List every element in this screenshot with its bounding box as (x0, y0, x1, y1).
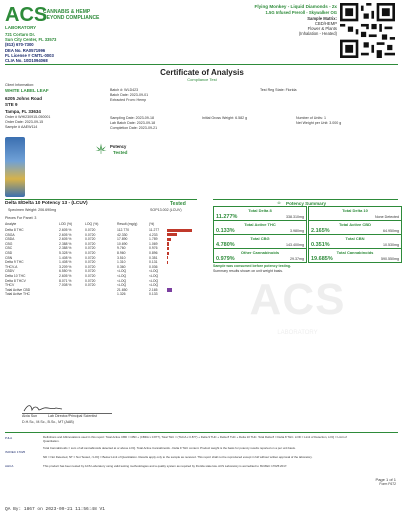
cell-mg: 112.770 (117, 228, 130, 232)
cell-analyte: Total Active CBD (5, 287, 31, 292)
summary-box (213, 206, 307, 221)
pieces-for-panel: Pieces For Panel: 3 (5, 216, 37, 220)
lab-address-1: 721 Cortaro Dr. (5, 32, 36, 37)
cell-analyte: CBC (5, 246, 13, 251)
cell-mg: <LOQ (117, 269, 127, 274)
summary-label: Total Cannabinoids (336, 250, 374, 255)
potency-label: Potency (110, 144, 127, 149)
cell-analyte: CBDA (5, 237, 15, 242)
specimen-weight: Specimen Weight: 206.690mg (8, 208, 57, 212)
summary-box (308, 248, 402, 263)
product-type: Flower & Plants (307, 26, 337, 31)
lab-batch-date: Lab Batch Date: 2023-09-18 (110, 121, 156, 125)
lab-tagline-1: CANNABIS & HEMP (43, 9, 91, 15)
form-number: Form F672 (379, 482, 396, 486)
cell-analyte: THCV-A (5, 264, 18, 269)
summary-box (308, 234, 402, 249)
footer-definitions-3: ND = Not Detected, NT = Not Tested, <LOQ = Below Limit of Quantitation. Results apply only to the sample as received. This report shall not be reproduced except in full without written approval of the laboratory. (43, 455, 313, 459)
cell-pct: 0.351 (149, 255, 158, 260)
cell-lod: 2.605 % (59, 237, 72, 242)
summary-sm: 10.530mg (383, 243, 399, 247)
watermark-logo: ACS (249, 275, 346, 324)
cell-pct: 0.896 (149, 251, 158, 255)
qa-stamp: QA By: 1867 on 2023-09-21 11:56:48 V1 (5, 507, 105, 512)
cell-analyte: CBN (5, 255, 13, 260)
summary-label: Other Cannabinoids (240, 250, 280, 255)
cell-lod: 1.408 % (59, 255, 72, 260)
cell-mg: 9.760 (117, 246, 126, 251)
summary-label: Total CBG (250, 236, 270, 241)
cell-loq: 0.0720 (85, 237, 96, 242)
cell-loq: 0.0720 (85, 278, 96, 283)
cell-analyte: Total Active THC (5, 292, 30, 297)
cell-pct: <LOQ (149, 278, 159, 283)
number-of-units: Number of Units: 1 (296, 116, 326, 120)
product-line-2: 1.5G Infused Preroll - Skywalker OG (265, 10, 337, 15)
product-photo (5, 137, 25, 197)
potency-section-divider (5, 199, 197, 200)
cell-lod: 2.605 % (59, 274, 72, 278)
batch-date: Batch Date: 2023-09-01 (110, 93, 149, 97)
col-analyte: Analyte (5, 222, 17, 226)
summary-sm: 64.950mg (383, 229, 399, 233)
cell-mg: 1.326 (117, 292, 126, 297)
cell-lod: 2.388 % (59, 241, 72, 246)
footer-divider (5, 432, 398, 433)
cell-analyte: CBGA (5, 232, 15, 237)
cannabis-leaf-icon (94, 142, 108, 156)
batch-number: Batch #: WLD423 (110, 88, 139, 92)
cell-lod: 2.388 % (59, 246, 72, 251)
cell-mg: <LOQ (117, 283, 127, 288)
cell-lod: 1.408 % (59, 260, 72, 265)
cell-pct: 2.165 (149, 287, 158, 292)
product-matrix-label: Sample Matrix: (307, 16, 337, 21)
qr-code-icon[interactable] (340, 3, 395, 58)
cell-analyte: CBDV (5, 269, 15, 274)
cell-pct: 1.789 (149, 237, 158, 242)
cell-lod: 8.071 % (59, 278, 72, 283)
cell-analyte: Delta 8 THCV (5, 278, 26, 283)
potency-summary (213, 206, 403, 263)
cell-pct: 0.036 (149, 264, 158, 269)
cell-mg: 3.510 (117, 255, 126, 260)
ahca-badge: AHCA (5, 464, 14, 468)
order-date: Order Date: 2023-09-15 (5, 120, 44, 124)
cell-loq: 0.0720 (85, 246, 96, 251)
initial-gross-weight: Initial Gross Weight: 6.582 g (202, 116, 248, 120)
client-address-3: Tampa, FL 33634 (5, 109, 41, 114)
cell-analyte: CBD (5, 251, 13, 255)
coa-subtitle: Compliance Test (187, 77, 217, 82)
summary-note-1-text: Sample was consumed before potency testing. (213, 264, 291, 268)
cell-pct: 11.277 (149, 228, 160, 232)
summary-sm: 29.37mg (290, 257, 304, 261)
cell-analyte: Delta 10 THC (5, 274, 26, 278)
summary-big: 0.351% (311, 242, 330, 248)
lab-tagline-2: BEYOND COMPLIANCE (43, 15, 100, 21)
cell-analyte: Delta 9 THC (5, 260, 24, 265)
sample-number: Sample # AAEW114 (5, 125, 38, 129)
summary-label: Total CBN (345, 236, 365, 241)
result-bar (167, 229, 192, 232)
cell-mg: 10.690 (117, 241, 128, 246)
summary-title: Potency Summary (286, 201, 327, 206)
product-route: (Inhalation - Heated) (298, 31, 337, 36)
fl-license: FL License # CMTL-0003 (5, 53, 54, 58)
product-title: Flying Monkey - Liquid Diamonds - 2x (254, 4, 337, 9)
cell-loq: 0.0720 (85, 260, 96, 265)
summary-label: Total Active THC (244, 222, 276, 227)
cell-analyte: CBG (5, 241, 13, 246)
summary-box (308, 220, 402, 235)
cell-pct: 0.133 (149, 292, 158, 297)
table-header-row (5, 222, 197, 227)
cell-pct: 0.976 (149, 246, 158, 251)
header-divider (5, 64, 398, 65)
iso-badge: ISO/IEC 17025 (5, 450, 26, 454)
lab-phone: (813) 670-7300 (5, 42, 34, 47)
summary-label: Total Delta 10 (342, 208, 368, 213)
cell-mg: 0.360 (117, 264, 126, 269)
cell-loq: 0.0720 (85, 255, 96, 260)
summary-note-2: Summary results shown on unit weight basis. (213, 269, 284, 273)
result-bar (167, 233, 177, 236)
signatory-creds: D.H.Sc., M.Sc., B.Sc., MT (AAB) (22, 420, 74, 424)
summary-box (213, 248, 307, 263)
result-bar (167, 242, 169, 245)
order-number: Order # WHI230915-050001 (5, 115, 51, 119)
summary-label: Total Active CBD (338, 222, 371, 227)
cell-lod: 7.008 % (59, 283, 72, 288)
cell-lod: 3.209 % (59, 264, 72, 269)
cell-loq: 0.0720 (85, 283, 96, 288)
cell-loq: 0.0720 (85, 228, 96, 232)
clia-number: CLIA No. 10D1094068 (5, 58, 48, 63)
page-number: Page 1 of 1 (375, 477, 396, 482)
cell-loq: 0.0720 (85, 251, 96, 255)
result-bar (167, 256, 168, 259)
cell-mg: <LOQ (117, 274, 127, 278)
sampling-date: Sampling Date: 2023-09-18 (110, 116, 154, 120)
client-address-1: 6205 Johns Road (5, 96, 43, 101)
footer-definitions-1: Definitions and Abbreviations used in this report: Total Active CBD = CBD + (CBDA x 0.877), Total THC = (THCA x 0.877) + Delta 9 THC + Delta 8 THC + Delta 10 THC. Total Delta 8 = Delta 8 THC. LOD = Limit of Detection, LOQ = Limit of Quantitation. (43, 435, 347, 443)
client-name: WHITE LABEL LEAF (5, 88, 49, 93)
summary-box (308, 206, 402, 221)
cell-mg: 21.650 (117, 287, 128, 292)
summary-sm: None Detected (375, 215, 399, 219)
lab-logo: ACS (5, 4, 48, 26)
potency-section-title: Delta 8/Delta 10 Potency 13 - (LCUV) (5, 201, 88, 206)
summary-box (213, 220, 307, 235)
cell-pct: 1.069 (149, 241, 158, 246)
footer-definitions-2: Total Cannabinoids = sum of all cannabinoids detected at or above LOQ. Total Active Cannabinoids - Delta 9 THC content. Product weight is the basis for potency results reported on a per unit basis. (43, 446, 296, 450)
cell-mg: 17.890 (117, 237, 128, 242)
extracted-from: Extracted From: Hemp (110, 98, 147, 102)
summary-big: 11.277% (216, 214, 238, 220)
col-loq: LOQ (%) (85, 222, 99, 226)
potency-status: Tested (113, 150, 128, 155)
cell-mg: 8.960 (117, 251, 126, 255)
cell-analyte: Delta 8 THC (5, 228, 24, 232)
summary-note-1 (213, 264, 291, 268)
dea-number: DEA No. RA0571996 (5, 48, 46, 53)
test-reg-state: Test Reg State: Florida (260, 88, 297, 92)
summary-big: 4.780% (216, 242, 235, 248)
summary-big: 19.685% (311, 256, 333, 262)
summary-big: 0.133% (216, 228, 235, 234)
lab-address-2: Sun City Center, FL 33573 (5, 37, 57, 42)
summary-big: 2.165% (311, 228, 330, 234)
cell-pct: 4.233 (149, 232, 158, 237)
summary-sm: 590.550mg (381, 257, 399, 261)
net-weight-per-unit: Net Weight per Unit: 3.000 g (296, 121, 342, 125)
lab-logo-sub: LABORATORY (5, 25, 37, 30)
cell-lod: 2.605 % (59, 228, 72, 232)
cell-loq: 0.0720 (85, 264, 96, 269)
cell-lod: 2.605 % (59, 232, 72, 237)
pjla-badge: PJLA (5, 436, 13, 440)
cell-loq: 0.0720 (85, 241, 96, 246)
sop-reference: SOP13.002 (LCUV) (150, 208, 182, 212)
cell-loq: 0.0720 (85, 274, 96, 278)
coa-title: Certificate of Analysis (160, 68, 244, 77)
cell-pct: <LOQ (149, 283, 159, 288)
summary-sm: 3.980mg (290, 229, 304, 233)
summary-sm: 338.310mg (286, 215, 304, 219)
summary-label: Total Delta 8 (248, 208, 272, 213)
cell-lod: 5.328 % (59, 251, 72, 255)
product-matrix: CBD/HEMP (314, 21, 337, 26)
cell-mg: 1.310 (117, 260, 126, 265)
result-bar (167, 252, 169, 255)
cell-lod: 6.550 % (59, 269, 72, 274)
cell-pct: 0.131 (149, 260, 158, 265)
potency-section-status: Tested (170, 201, 186, 207)
col-lod: LOD (%) (59, 222, 73, 226)
watermark-sub: LABORATORY (277, 330, 318, 336)
footer-definitions-4: This product has been tested by ACS Laboratory using valid testing methodologies and a quality system as required by Florida state law. ACS Laboratory is accredited to ISO/IEC 17025:2017. (43, 464, 288, 468)
signatory-name: Aixia Sun (22, 414, 38, 418)
cell-mg: <LOQ (117, 278, 127, 283)
cell-mg: 42.330 (117, 232, 128, 237)
cell-loq: 0.0720 (85, 269, 96, 274)
result-bar (167, 288, 172, 291)
client-info-label: Client Information: (5, 83, 35, 87)
summary-box (213, 234, 307, 249)
cell-pct: <LOQ (149, 269, 159, 274)
completion-date: Completion Date: 2023-09-21 (110, 126, 158, 130)
table-row (5, 292, 197, 297)
cell-pct: <LOQ (149, 274, 159, 278)
col-pct: (%) (149, 222, 155, 226)
signatory-title: Lab Director/Principal Scientist (48, 414, 97, 418)
summary-sm: 143.400mg (286, 243, 304, 247)
cell-loq: 0.0720 (85, 232, 96, 237)
cell-analyte: THCV (5, 283, 15, 288)
client-address-2: STE 9 (5, 102, 18, 107)
col-result: Result (mg/g) (117, 222, 138, 226)
result-bar (167, 247, 169, 250)
summary-big: 0.979% (216, 256, 235, 262)
summary-divider (213, 199, 398, 200)
result-bar (167, 238, 171, 241)
